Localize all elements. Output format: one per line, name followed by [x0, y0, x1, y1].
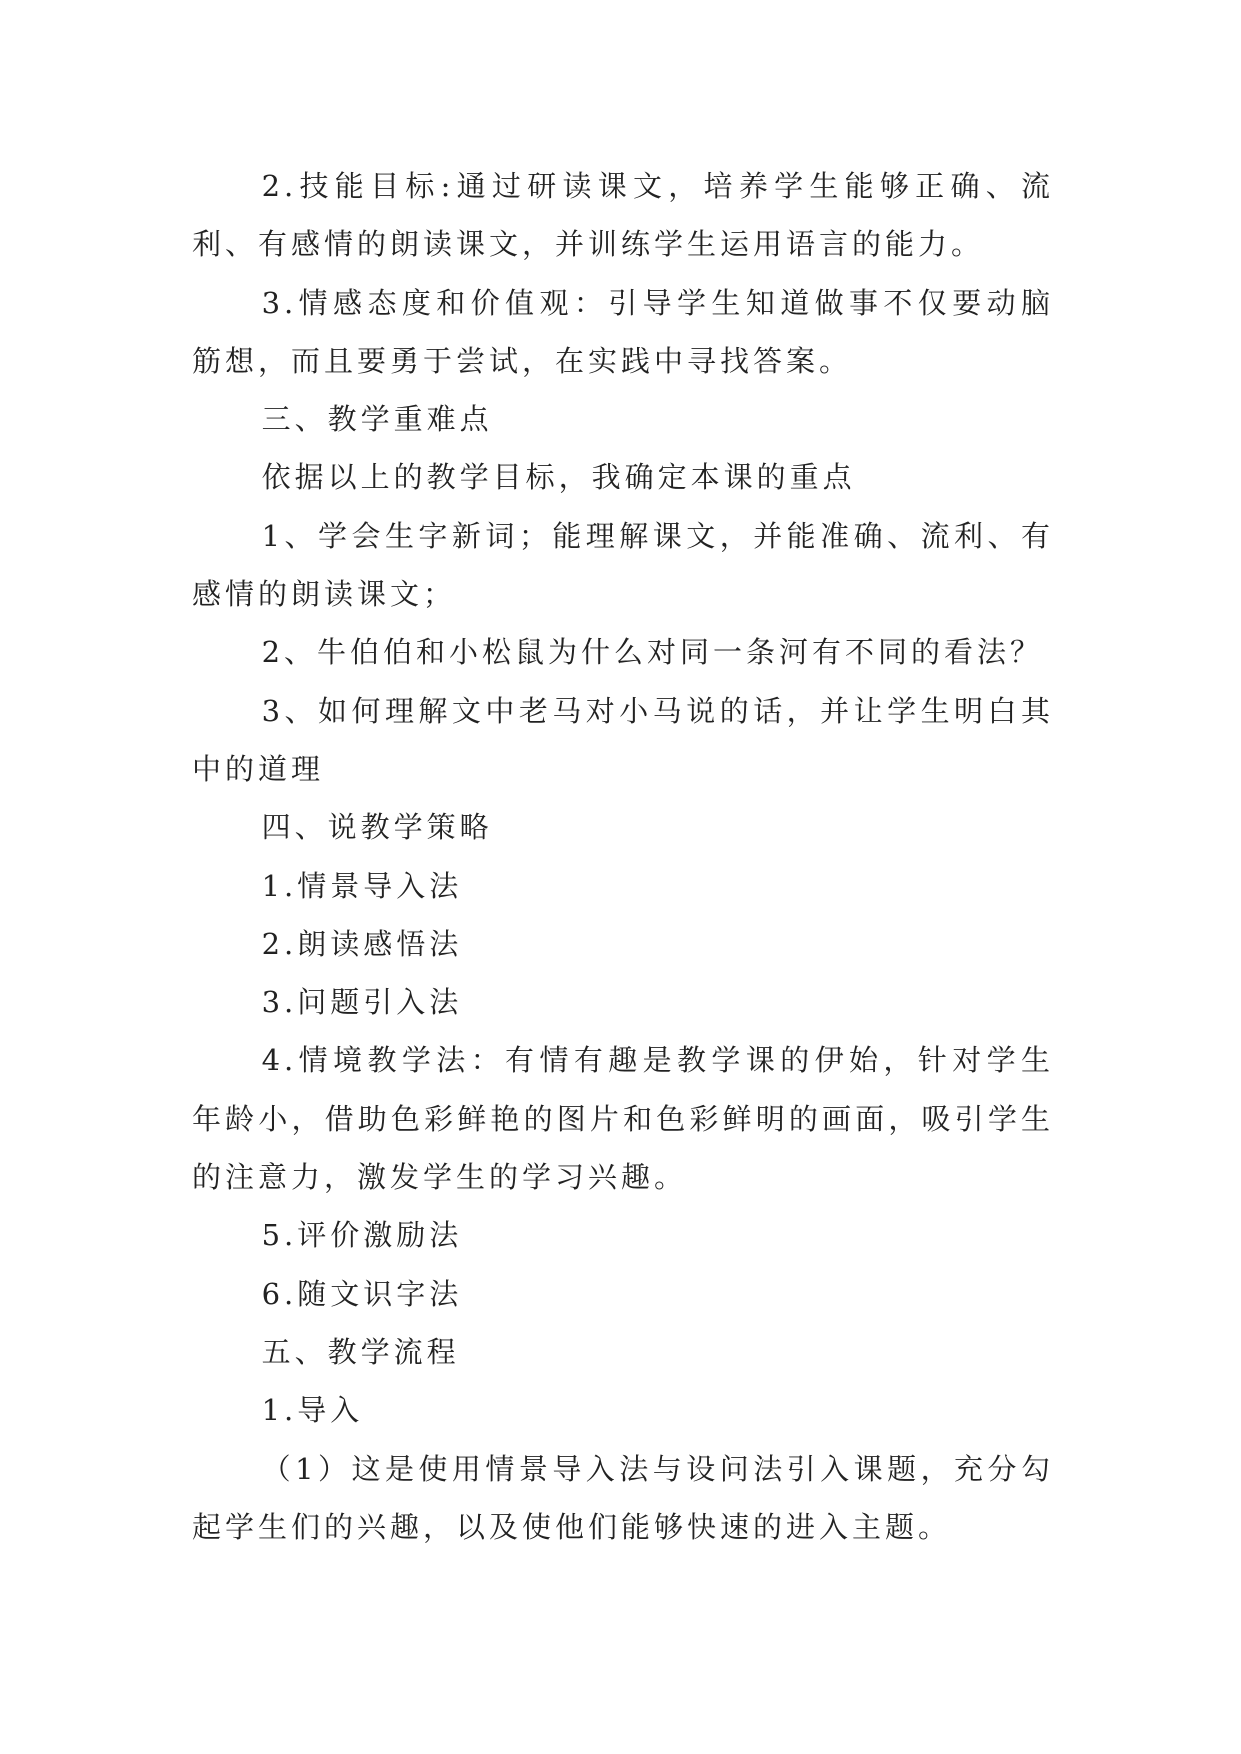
- list-item-key-point-1: 1、学会生字新词；能理解课文，并能准确、流利、有感情的朗读课文；: [192, 518, 1054, 612]
- paragraph-skill-goal: 2.技能目标:通过研读课文，培养学生能够正确、流利、有感情的朗读课文，并训练学生运用语言的能力。: [192, 169, 1054, 262]
- paragraph-emotion-goal: 3.情感态度和价值观：引导学生知道做事不仅要动脑筋想，而且要勇于尝试，在实践中寻找答案。: [192, 285, 1054, 378]
- list-item-key-point-3: 3、如何理解文中老马对小马说的话，并让学生明白其中的道理: [192, 693, 1054, 786]
- list-item-strategy-5: 5.评价激励法: [261, 1218, 463, 1253]
- document-body: [192, 157, 1054, 1556]
- list-item-strategy-6: 6.随文识字法: [261, 1276, 463, 1311]
- section-heading-process: 五、教学流程: [261, 1334, 460, 1369]
- list-item-process-1: 1.导入: [261, 1393, 364, 1428]
- list-item-strategy-1: 1.情景导入法: [261, 868, 463, 903]
- list-item-strategy-4: 4.情境教学法：有情有趣是教学课的伊始，针对学生年龄小，借助色彩鲜艳的图片和色彩鲜明的画面，吸引学生的注意力，激发学生的学习兴趣。: [192, 1043, 1054, 1195]
- paragraph-key-points-intro: 依据以上的教学目标，我确定本课的重点: [261, 460, 856, 495]
- section-heading-key-points: 三、教学重难点: [261, 402, 493, 437]
- list-item-strategy-3: 3.问题引入法: [261, 985, 463, 1020]
- section-heading-strategy: 四、说教学策略: [261, 810, 493, 845]
- list-item-strategy-2: 2.朗读感悟法: [261, 926, 463, 961]
- paragraph-process-intro: （1）这是使用情景导入法与设问法引入课题，充分勾起学生们的兴趣，以及使他们能够快速的进入主题。: [192, 1451, 1054, 1544]
- list-item-key-point-2: 2、牛伯伯和小松鼠为什么对同一条河有不同的看法？: [261, 635, 1044, 670]
